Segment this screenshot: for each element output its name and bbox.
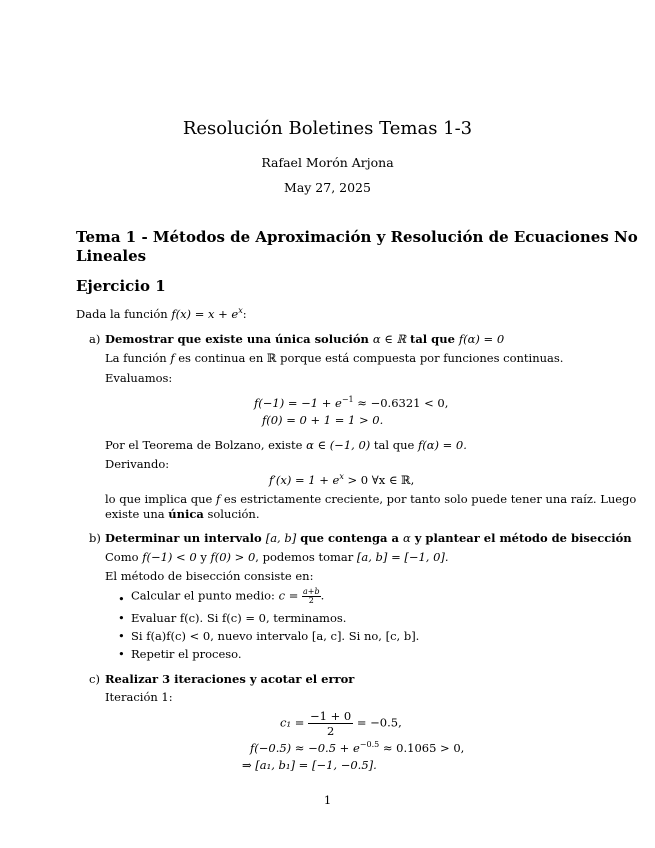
equation-f-minus-one: $f(-1) = -1 + e^{-1} \approx -0.6321 < 0$, — [254, 395, 449, 410]
part-c-label: c) — [89, 672, 100, 686]
bullet-item: Repetir el proceso. — [131, 647, 242, 661]
page-number: 1 — [323, 793, 332, 807]
subsection-heading: Ejercicio 1 — [76, 277, 166, 295]
equation-c1: c₁ = $\frac{-1 + 0}{2}$ = −0.5, — [280, 709, 402, 738]
section-heading-line2: Lineales — [76, 247, 147, 265]
part-a-continuity: La función f es continua en ℝ porque está compuesta por funciones continuas. — [105, 351, 564, 365]
equation-f-zero: f(0) = 0 + 1 = 1 > 0. — [262, 413, 384, 427]
part-a-heading: Demostrar que existe una única solución α ∈ ℝ tal que f(α) = 0 — [105, 332, 505, 346]
section-heading-line1: Tema 1 - Métodos de Aproximación y Resolución de Ecuaciones No — [76, 228, 638, 246]
bullet-item: Calcular el punto medio: c = $\frac{a+b}{2}$ . — [131, 587, 325, 605]
bullet-dot: • — [118, 629, 125, 643]
part-a-evaluamos: Evaluamos: — [105, 371, 173, 385]
bullet-dot: • — [118, 592, 125, 606]
part-a-derivando: Derivando: — [105, 457, 170, 471]
bullet-item: Si f(a)f(c) < 0, nuevo intervalo [a, c]. Si no, [c, b]. — [131, 629, 420, 643]
bullet-dot: • — [118, 611, 125, 625]
exercise-intro: Dada la función $f(x) = x + e^x$: — [76, 306, 247, 321]
bullet-item: Evaluar f(c). Si f(c) = 0, terminamos. — [131, 611, 347, 625]
part-a-label: a) — [89, 332, 101, 346]
bullet-dot: • — [118, 647, 125, 661]
part-a-conclusion-line1: lo que implica que f es estrictamente creciente, por tanto solo puede tener una raíz. Luego — [105, 492, 637, 506]
part-b-label: b) — [89, 531, 101, 545]
part-b-method-intro: El método de bisección consiste en: — [105, 569, 314, 583]
equation-derivative: $f'(x) = 1 + e^x > 0$ ∀x ∈ ℝ, — [269, 472, 415, 487]
document-author: Rafael Morón Arjona — [261, 155, 394, 170]
part-b-heading: Determinar un intervalo [a, b] que contenga a α y plantear el método de bisección — [105, 531, 632, 545]
equation-interval: ⇒ [a₁, b₁] = [−1, −0.5]. — [242, 758, 377, 772]
part-b-como: Como f(−1) < 0 y f(0) > 0, podemos tomar [a, b] = [−1, 0]. — [105, 550, 449, 564]
part-c-heading: Realizar 3 iteraciones y acotar el error — [105, 672, 355, 686]
equation-f-half: $f(-0.5) \approx -0.5 + e^{-0.5} \approx 0.1065 > 0$, — [250, 740, 465, 755]
part-a-conclusion-line2: existe una única solución. — [105, 507, 260, 521]
part-a-bolzano: Por el Teorema de Bolzano, existe α ∈ (−1, 0) tal que f(α) = 0. — [105, 438, 467, 452]
document-title: Resolución Boletines Temas 1-3 — [182, 118, 473, 139]
document-date: May 27, 2025 — [284, 180, 371, 195]
part-c-iteracion: Iteración 1: — [105, 690, 173, 704]
